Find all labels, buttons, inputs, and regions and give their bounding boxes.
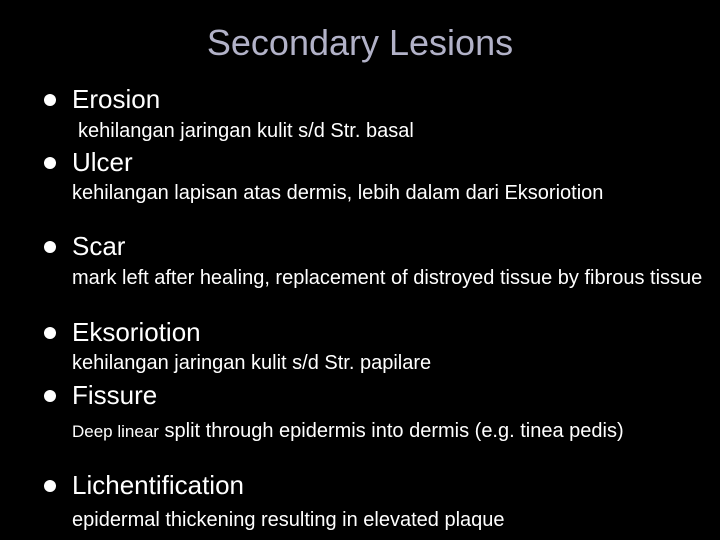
desc-ulcer: kehilangan lapisan atas dermis, lebih dalam dari Eksoriotion	[72, 182, 604, 204]
desc-fissure-text: split through epidermis into dermis (e.g. tinea pedis)	[164, 420, 624, 442]
term-eksoriotion: Eksoriotion	[72, 317, 201, 347]
term-ulcer: Ulcer	[72, 147, 133, 177]
bullet-icon	[44, 241, 56, 253]
desc-fissure-prefix: Deep linear	[72, 422, 159, 441]
desc-fissure	[72, 420, 672, 443]
slide-title: Secondary Lesions	[206, 22, 514, 63]
bullet-icon	[44, 480, 56, 492]
term-erosion: Erosion	[72, 84, 161, 114]
term-scar: Scar	[72, 231, 126, 261]
term-lichentification: Lichentification	[72, 470, 244, 500]
desc-eksoriotion: kehilangan jaringan kulit s/d Str. papilare	[72, 352, 432, 374]
term-fissure: Fissure	[72, 380, 158, 410]
bullet-icon	[44, 94, 56, 106]
desc-erosion: kehilangan jaringan kulit s/d Str. basal	[78, 120, 414, 142]
bullet-icon	[44, 157, 56, 169]
desc-scar: mark left after healing, replacement of distroyed tissue by fibrous tissue	[72, 267, 703, 289]
desc-lichentification: epidermal thickening resulting in elevated plaque	[72, 509, 505, 531]
bullet-icon	[44, 390, 56, 402]
bullet-icon	[44, 327, 56, 339]
